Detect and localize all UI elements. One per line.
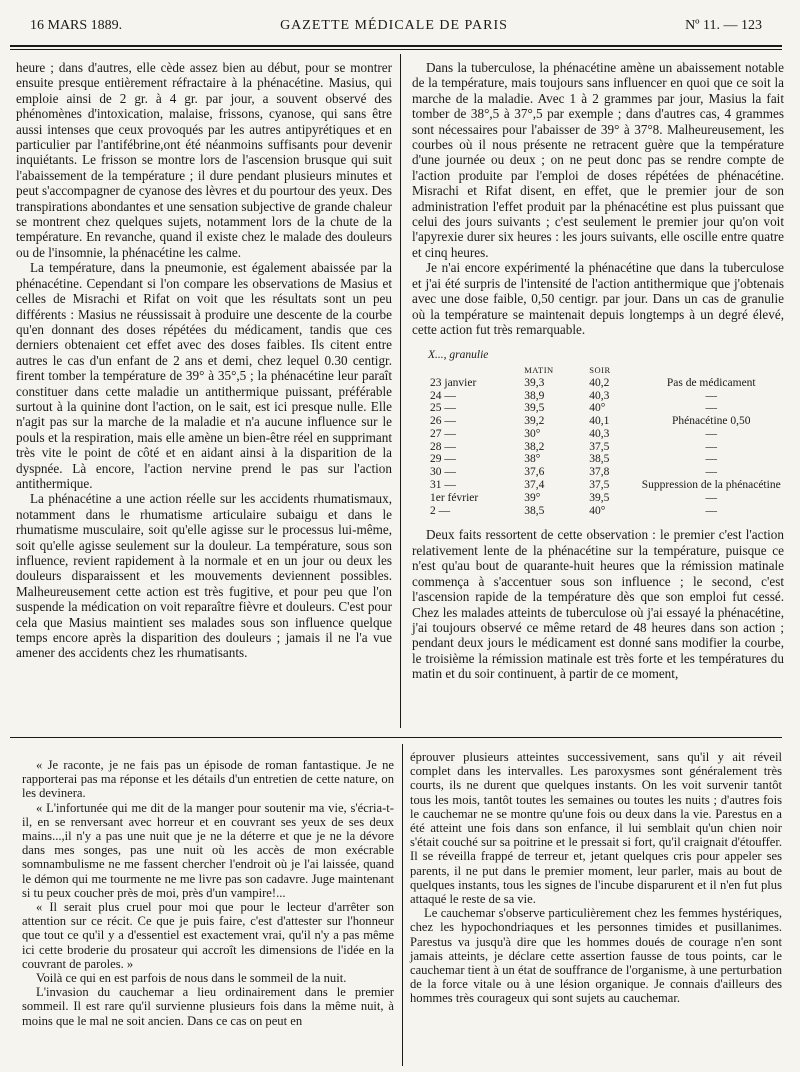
table-row [430, 453, 784, 466]
section-separator [10, 737, 782, 738]
row-matin: 37,4 [524, 479, 545, 492]
row-soir: 37,5 [589, 440, 610, 453]
row-date: 29 — [430, 453, 456, 466]
row-note: Phénacétine 0,50 [671, 415, 751, 428]
row-soir: 39,5 [589, 491, 610, 504]
table-row [430, 377, 784, 390]
row-date: 31 — [430, 479, 456, 492]
row-date: 26 — [430, 415, 456, 428]
row-note: Suppression de la phénacétine [641, 479, 781, 492]
paragraph: La phénacétine a une action réelle sur les accidents rhumatismaux, notamment dans le rhumatisme articulaire subaigu et dans le rhumatisme musculaire, soit qu'elle agisse sur le processus lui-même, soit qu'elle agisse seulement sur la douleur. La température, sous son influence, revient rapidement à la normale et en un jour ou deux les douleurs disparaissent et les mouvements deviennent possibles. Malheureusement cette action est très fugitive, et pour peu que l'on suspende la médication on voit reparaître fièvre et douleurs. C'est pour cela que Masius maintient ses malades sous son influence quelque temps encore après la disparition des douleurs ; jamais il ne l'a vue amener des accidents chez les rhumatisants. [16, 491, 392, 661]
table-header-row [430, 364, 784, 377]
row-date: 2 — [430, 504, 451, 517]
row-matin: 39° [524, 491, 541, 504]
table-row [430, 479, 784, 492]
row-note: — [705, 440, 717, 453]
row-matin: 38,9 [524, 389, 545, 402]
row-soir: 40,2 [589, 376, 610, 389]
row-note: — [705, 504, 717, 517]
row-matin: 39,3 [524, 376, 545, 389]
journal-title: GAZETTE MÉDICALE DE PARIS [280, 18, 508, 33]
row-note: — [705, 402, 717, 415]
feuilleton-column-left [22, 758, 394, 1028]
row-soir: 40,3 [589, 427, 610, 440]
row-date: 27 — [430, 427, 456, 440]
row-date: 24 — [430, 389, 456, 402]
page-number: Nº 11. — 123 [685, 18, 762, 33]
row-matin: 39,5 [524, 402, 545, 415]
row-date: 28 — [430, 440, 456, 453]
temperature-table [430, 364, 784, 518]
paragraph: heure ; dans d'autres, elle cède assez bien au début, pour se montrer ensuite presque entièrement réfractaire à la phénacétine. Masius, qui emploie ainsi de 2 gr. à 4 gr. par jour, a souvent observé des phénomènes d'intoxication, malaise, frissons, cyanose, qui sans être aussi intenses que ceux provoqués par les autres antipyrétiques et en particulier par l'antifébrine,ont été néanmoins suffisants pour devenir inquiétants. Le frisson se montre lors de l'ascension brusque qui suit l'abaissement de la température ; il dure pendant plusieurs minutes et peut s'accompagner de cyanose des lèvres et du pourtour des yeux. Des transpirations abondantes et une sensation subjective de grande chaleur se montrent chez quelques sujets, notamment lors de la chute de la température. En revanche, quand il existe chez le malade des douleurs ou de l'insomnie, la phénacétine les calme. [16, 60, 392, 260]
row-date: 25 — [430, 402, 456, 415]
row-matin: 37,6 [524, 466, 545, 479]
paragraph: L'invasion du cauchemar a lieu ordinairement dans le premier sommeil. Il est rare qu'il survienne plusieurs fois dans la même nuit, à moins que le mal ne soit ancien. Dans ce cas on peut en [22, 985, 394, 1028]
paragraph: « L'infortunée qui me dit de la manger pour soutenir ma vie, s'écria-t-il, en se renversant avec horreur et en couvrant ses yeux de ses deux mains...,il n'y a pas une nuit que je ne la déterre et que je ne la dévore dans mes songes, pas une nuit où les accès de mon exécrable somnambulisme ne me fassent chercher l'endroit où je l'ai laissée, quand le démon qui me tourmente ne me livre pas son cadavre. Juge maintenant si tu peux coucher près de moi, près d'un vampire!... [22, 800, 394, 900]
header-rule [10, 45, 782, 47]
row-note: — [705, 491, 717, 504]
paragraph: Voilà ce qui en est parfois de nous dans le sommeil de la nuit. [36, 971, 347, 986]
table-row [430, 390, 784, 403]
row-note: — [705, 389, 717, 402]
paragraph: « Je raconte, je ne fais pas un épisode de roman fantastique. Je ne rapporterai pas ma réponse et les détails d'un entretien de cette nature, on les devinera. [22, 758, 394, 801]
row-soir: 37,5 [589, 479, 610, 492]
paragraph: Le cauchemar s'observe particulièrement chez les femmes hystériques, chez les hypochondriaques et les personnes timides et pusillanimes. Parestus va jusqu'à dire que les hommes doués de courage n'en sont jamais atteints, je déclare cette assertion fausse de tous points, car le cauchemar tient à un état de souffrance de l'organisme, à une perturbation de la force vitale ou à une lésion organique. Je connais d'ailleurs des hommes très courageux qui sont sujets au cauchemar. [410, 906, 782, 1006]
column-header-matin: MATIN [524, 364, 554, 375]
table-row [430, 415, 784, 428]
row-matin: 30° [524, 427, 541, 440]
table-row [430, 428, 784, 441]
row-soir: 37,8 [589, 466, 610, 479]
feuilleton-column-right [410, 750, 782, 1006]
row-matin: 38° [524, 453, 541, 466]
article-column-left [16, 60, 392, 661]
table-row [430, 441, 784, 454]
paragraph: « Il serait plus cruel pour moi que pour le lecteur d'arrêter son attention sur ce récit. Ce que je puis faire, c'est d'attester sur l'honneur que tout ce qu'il y a d'essentiel est exactement vrai, qu'il n'y a pas même ici cette broderie du prosateur qui accroît les dimensions de l'idée en la couvrant de paroles. » [22, 900, 394, 971]
row-soir: 40° [589, 402, 606, 415]
table-row [430, 505, 784, 518]
paragraph: éprouver plusieurs atteintes successivement, sans qu'il y ait réveil complet dans les intervalles. Les paroxysmes sont généralement très courts, ils ne durent que quelques instants. On les voit survenir tantôt tous les mois, tantôt toutes les semaines ou toutes les nuits ; d'autres fois le cauchemar ne se montre qu'une fois ou deux dans la vie. Parestus en a été atteint une fois dans son enfance, il lui semblait qu'un chien noir s'était couché sur sa poitrine et le pressait si fort, qu'il craignait d'étouffer. Il se réveilla frappé de terreur et, jetant quelques cris pour appeler ses parents, il ne put dans le premier moment, leur parler, mais au bout de quelques instants, tous les signes de l'incube disparurent et il n'en fut plus attaqué le reste de sa vie. [410, 750, 782, 907]
column-divider-bottom [402, 744, 403, 1066]
paragraph: Je n'ai encore expérimenté la phénacétine que dans la tuberculose et j'ai été surpris de l'intensité de l'action antithermique que j'obtenais avec une dose faible, 0,50 centigr. par jour. Dans un cas de granulie où la température se maintenait depuis longtemps à un degré élevé, cette action fut très remarquable. [412, 260, 784, 337]
row-date: 30 — [430, 466, 456, 479]
paragraph: Dans la tuberculose, la phénacétine amène un abaissement notable de la température, mais toujours sans influencer en quoi que ce soit la marche de la maladie. Avec 1 à 2 grammes par jour, Masius la fait tomber de 38°,5 à 37°,5 par exemple ; dans d'autres cas, 4 grammes sont nécessaires pour l'abaisser de 39° à 37°8. Malheureusement, les courbes où il nous présente ne retracent guère que la température d'une journée ou deux ; on ne peut donc pas se rendre compte de l'action produite par l'emploi de doses répétées de phénacétine. Misrachi et Rifat disent, en effet, que le premier jour de son administration l'effet produit par la phénacétine est plus puissant que celui des jours suivants ; c'est seulement le premier jour qu'on voit l'apyrexie durer six heures : les jours suivants, elle oscille entre quatre et cinq heures. [412, 60, 784, 260]
header-rule-thin [10, 49, 782, 50]
column-header-soir: SOIR [589, 364, 611, 375]
row-matin: 38,5 [524, 504, 545, 517]
row-note: — [705, 427, 717, 440]
issue-date: 16 MARS 1889. [30, 18, 123, 33]
row-soir: 40° [589, 504, 606, 517]
row-matin: 38,2 [524, 440, 545, 453]
row-soir: 40,1 [589, 415, 610, 428]
table-row [430, 492, 784, 505]
observation-table [412, 349, 784, 517]
table-row [430, 402, 784, 415]
row-soir: 38,5 [589, 453, 610, 466]
paragraph: Deux faits ressortent de cette observation : le premier c'est l'action relativement lente de la phénacétine sur la température, puisque ce n'est qu'au bout de quarante-huit heures que la rémission matinale commença à s'accentuer sous son influence ; le second, c'est l'ascension rapide de la température dès que son emploi fut cessé. Chez les malades atteints de tuberculose où j'ai essayé la phénacétine, j'ai toujours observé ce même retard de 48 heures dans son action ; pendant deux jours le médicament est donné sans modifier la courbe, le troisième la rémission matinale est très forte et les températures du matin et du soir continuent, à partir de ce moment, [412, 527, 784, 682]
paragraph: La température, dans la pneumonie, est également abaissée par la phénacétine. Cependant si l'on compare les observations de Masius et celles de Misrachi et Rifat on voit que les résultats sont un peu différents : Masius ne réussissait à produire une descente de la courbe qu'en donnant des doses répétées du médicament, tandis que ces derniers obtenaient cet effet avec des doses faibles. Ils citent entre autres le cas d'un enfant de 2 ans et demi, chez lequel 0.30 centigr. firent tomber la température de 39° à 35°,5 ; la phénacétine leur paraît constituer dans cette maladie un antithermique puissant, préférable surtout à la quinine dont l'action, on le sait, est ici presque nulle. Elle n'agit pas sur la marche de la maladie et n'a aucune influence sur le pouls et la respiration, mais elle amène un bien-être réel en supprimant très vite le point de côté et en aidant ainsi à la disparition de la dyspnée. Là encore, l'action nervine prend le pas sur l'action antithermique. [16, 260, 392, 491]
row-date: 23 janvier [430, 376, 477, 389]
article-column-right [412, 60, 784, 682]
page-header [8, 12, 780, 38]
column-divider-top [400, 54, 401, 728]
row-note: Pas de médicament [666, 376, 756, 389]
row-soir: 40,3 [589, 389, 610, 402]
row-date: 1er février [430, 491, 479, 504]
observation-patient: X..., granulie [428, 349, 489, 362]
row-note: — [705, 466, 717, 479]
table-row [430, 466, 784, 479]
row-note: — [705, 453, 717, 466]
row-matin: 39,2 [524, 415, 545, 428]
